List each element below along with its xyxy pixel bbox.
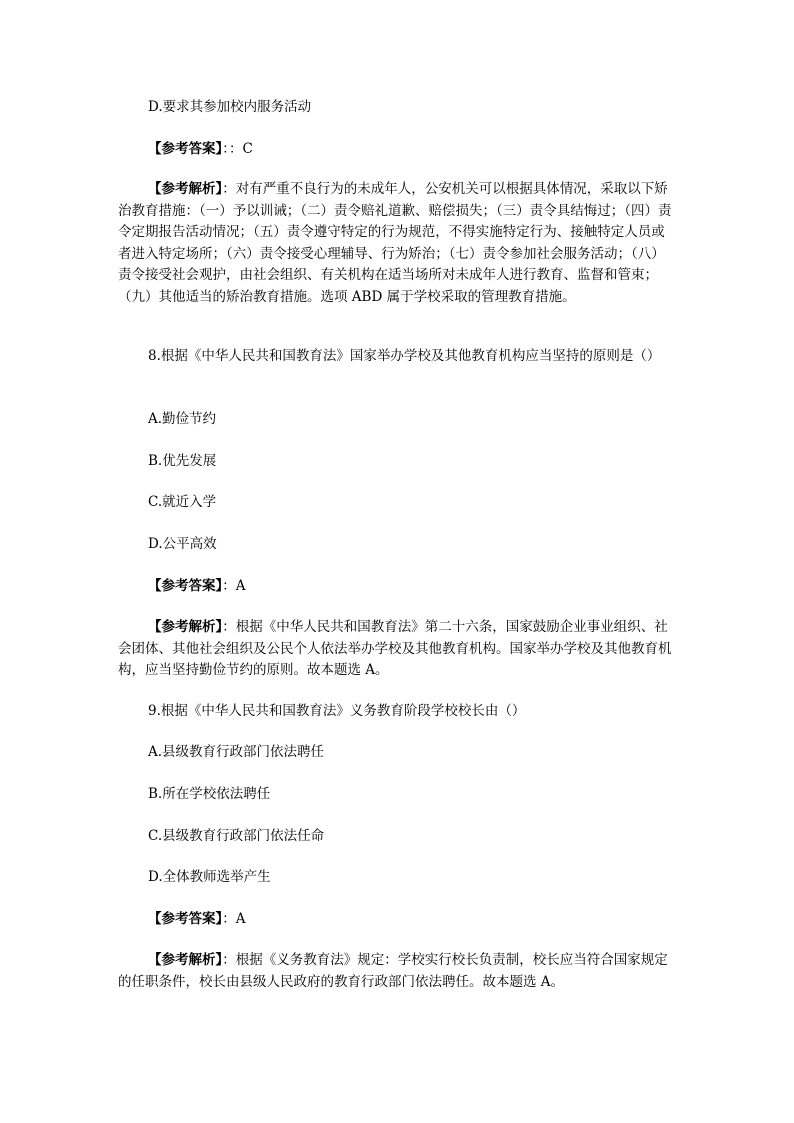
answer-label: 【参考答案】 bbox=[148, 578, 223, 594]
q8-option-c: C.就近入学 bbox=[148, 494, 217, 510]
analysis-text: ：根据《中华人民共和国教育法》第二十六条，国家鼓励企业事业组织、社会团体、其他社会组织及公民个人依法举办学校及其他教育机构。国家举办学校及其他教育机构，应当坚持勤俭节约的原则。故本题选 A。 bbox=[118, 619, 672, 678]
q9-option-a: A.县级教育行政部门依法聘任 bbox=[148, 744, 325, 760]
q8-option-a: A.勤俭节约 bbox=[148, 411, 217, 427]
q8-stem: 8.根据《中华人民共和国教育法》国家举办学校及其他教育机构应当坚持的原则是（） bbox=[148, 348, 661, 364]
answer-value: ：：C bbox=[222, 141, 253, 157]
q8-answer bbox=[148, 576, 246, 597]
q9-answer bbox=[148, 909, 246, 930]
q9-option-c: C.县级教育行政部门依法任命 bbox=[148, 828, 325, 844]
analysis-label: 【参考解析】 bbox=[148, 619, 223, 635]
q8-analysis bbox=[118, 617, 678, 682]
q8-option-b: B.优先发展 bbox=[148, 453, 217, 469]
analysis-text: ：对有严重不良行为的未成年人，公安机关可以根据具体情况，采取以下矫治教育措施：（一）予以训诫；（二）责令赔礼道歉、赔偿损失；（三）责令具结悔过；（四）责令定期报告活动情况；（五）责令遵守特定的行为规范，不得实施特定行为、接触特定人员或者进入特定场所；（六）责令接受心理辅导、行为矫治；（七）责令参加社会服务活动；（八）责令接受社会观护，由社会组织、有关机构在适当场所对未成年人进行教育、监督和管束；（九）其他适当的矫治教育措施。选项 ABD 属于学校采取的管理教育措施。 bbox=[118, 181, 672, 305]
analysis-label: 【参考解析】 bbox=[148, 181, 223, 197]
answer-label: 【参考答案】 bbox=[148, 911, 223, 927]
answer-value: ：A bbox=[222, 578, 246, 594]
q9-option-b: B.所在学校依法聘任 bbox=[148, 786, 271, 802]
analysis-label: 【参考解析】 bbox=[148, 952, 223, 968]
q8-option-d: D.公平高效 bbox=[148, 536, 217, 552]
q9-option-d: D.全体教师选举产生 bbox=[148, 869, 271, 885]
answer-value: ：A bbox=[222, 911, 246, 927]
q9-stem: 9.根据《中华人民共和国教育法》义务教育阶段学校校长由（） bbox=[148, 703, 526, 719]
q7-analysis bbox=[118, 179, 678, 308]
q7-answer bbox=[148, 139, 253, 160]
analysis-text: ：根据《义务教育法》规定：学校实行校长负责制，校长应当符合国家规定的任职条件，校长由县级人民政府的教育行政部门依法聘任。故本题选 A。 bbox=[118, 952, 668, 990]
q9-analysis bbox=[118, 950, 678, 993]
q7-option-d: D.要求其参加校内服务活动 bbox=[148, 99, 312, 115]
answer-label: 【参考答案】 bbox=[148, 141, 223, 157]
